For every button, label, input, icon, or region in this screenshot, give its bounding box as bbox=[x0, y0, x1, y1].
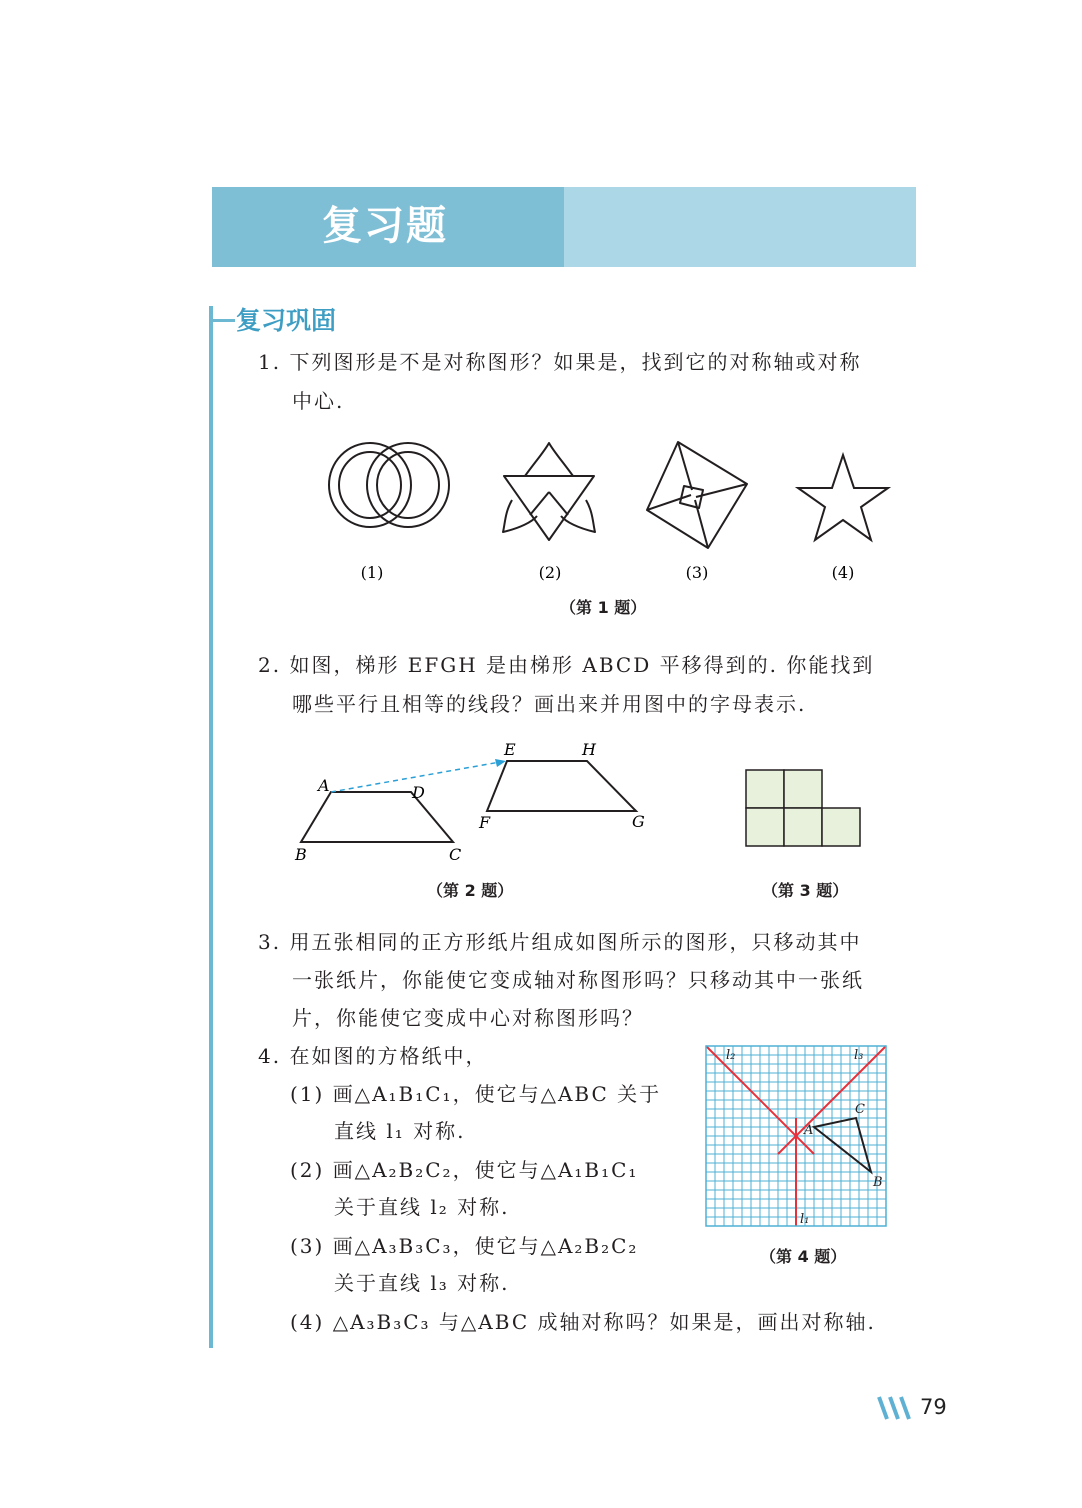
q2-figure-trapezoids bbox=[290, 735, 660, 870]
q4-caption: （第 4 题） bbox=[760, 1247, 847, 1266]
q4-part2-line1: (2) 画△A₂B₂C₂，使它与△A₁B₁C₁ bbox=[290, 1158, 639, 1182]
q1-text-line1: 1. 下列图形是不是对称图形？如果是，找到它的对称轴或对称 bbox=[258, 350, 862, 374]
q3-text-line3: 片，你能使它变成中心对称图形吗？ bbox=[292, 1006, 644, 1030]
trapezoid-efgh bbox=[487, 761, 636, 811]
q1-figure-1-rings bbox=[329, 443, 449, 527]
q1-figure-4-star bbox=[798, 455, 888, 540]
q4-part3-line1: (3) 画△A₃B₃C₃，使它与△A₂B₂C₂ bbox=[290, 1234, 639, 1258]
square-1 bbox=[746, 770, 784, 808]
point-label-f: F bbox=[479, 813, 491, 832]
point-label-g: G bbox=[632, 812, 645, 831]
q3-figure-squares bbox=[740, 764, 864, 852]
page-stripes-icon bbox=[876, 1395, 916, 1421]
label-l1: l₁ bbox=[800, 1212, 810, 1227]
point-label-a: A bbox=[318, 776, 330, 795]
q1-fig-label-3: (3) bbox=[685, 563, 709, 582]
point-label-h: H bbox=[582, 740, 596, 759]
q1-fig-label-1: (1) bbox=[360, 563, 384, 582]
square-3 bbox=[746, 808, 784, 846]
banner-right-panel bbox=[564, 187, 916, 267]
label-l3: l₃ bbox=[854, 1048, 864, 1063]
page-number: 79 bbox=[920, 1395, 947, 1419]
page-title: 复习题 bbox=[322, 203, 448, 249]
section-tick bbox=[209, 319, 235, 322]
q1-text-line2: 中心. bbox=[292, 389, 345, 413]
section-title: 复习巩固 bbox=[236, 306, 337, 335]
q2-text-line2: 哪些平行且相等的线段？画出来并用图中的字母表示. bbox=[292, 692, 807, 716]
q1-caption: （第 1 题） bbox=[560, 598, 647, 617]
q4-figure-grid bbox=[700, 1040, 896, 1236]
q2-caption: （第 2 题） bbox=[427, 881, 514, 900]
q4-part2-line2: 关于直线 l₂ 对称. bbox=[334, 1195, 510, 1219]
point-label-b: B bbox=[295, 845, 307, 864]
q1-figure-3-pinwheel bbox=[647, 442, 747, 548]
q4-part1-line1: (1) 画△A₁B₁C₁，使它与△ABC 关于 bbox=[290, 1082, 662, 1106]
q1-figures bbox=[320, 440, 900, 590]
point-label-e: E bbox=[504, 740, 516, 759]
point-label-c: C bbox=[449, 845, 462, 864]
q4-part1-line2: 直线 l₁ 对称. bbox=[334, 1119, 466, 1143]
q2-text-line1: 2. 如图，梯形 EFGH 是由梯形 ABCD 平移得到的. 你能找到 bbox=[258, 653, 875, 677]
q4-intro: 4. 在如图的方格纸中， bbox=[258, 1044, 488, 1068]
square-5 bbox=[822, 808, 860, 846]
q1-figure-2-star bbox=[503, 443, 595, 540]
point-label-d: D bbox=[412, 783, 425, 802]
label-l2: l₂ bbox=[726, 1048, 736, 1063]
trapezoid-abcd bbox=[301, 792, 453, 842]
square-4 bbox=[784, 808, 822, 846]
q4-part3-line2: 关于直线 l₃ 对称. bbox=[334, 1271, 510, 1295]
q1-fig-label-2: (2) bbox=[538, 563, 562, 582]
label-b: B bbox=[873, 1175, 883, 1190]
q3-caption: （第 3 题） bbox=[762, 881, 849, 900]
q3-text-line1: 3. 用五张相同的正方形纸片组成如图所示的图形，只移动其中 bbox=[258, 930, 862, 954]
label-c: C bbox=[855, 1102, 865, 1117]
q3-text-line2: 一张纸片，你能使它变成轴对称图形吗？只移动其中一张纸 bbox=[292, 968, 864, 992]
q1-fig-label-4: (4) bbox=[831, 563, 855, 582]
square-2 bbox=[784, 770, 822, 808]
section-side-rule bbox=[209, 306, 213, 1348]
q4-part4: (4) △A₃B₃C₃ 与△ABC 成轴对称吗？如果是，画出对称轴. bbox=[290, 1310, 876, 1334]
label-a: A bbox=[804, 1123, 814, 1138]
